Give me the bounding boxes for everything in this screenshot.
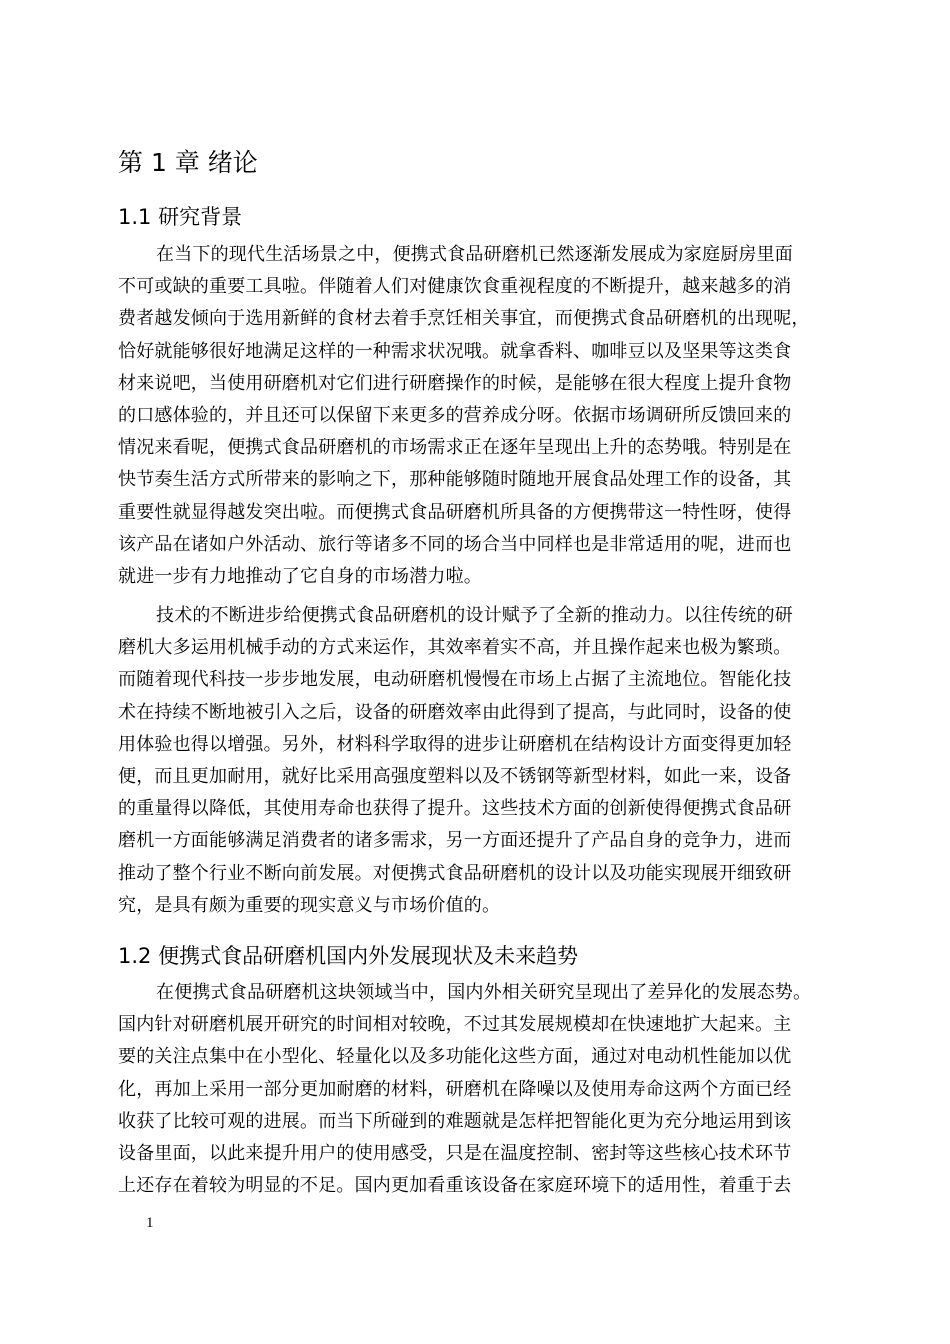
- text-line: 该产品在诸如户外活动、旅行等诸多不同的场合当中同样也是非常适用的呢，进而也: [118, 533, 792, 555]
- text-line: 在当下的现代生活场景之中，便携式食品研磨机已然逐渐发展成为家庭厨房里面: [156, 244, 793, 265]
- text-line: 不可或缺的重要工具啦。伴随着人们对健康饮食重视程度的不断提升，越来越多的消: [118, 276, 792, 298]
- text-line: 国内针对研磨机展开研究的时间相对较晚，不过其发展规模却在快速地扩大起来。主: [118, 1014, 792, 1036]
- text-line: 重要性就显得越发突出啦。而便携式食品研磨机所具备的方便携带这一特性呀，使得: [118, 501, 792, 523]
- text-line: 就进一步有力地推动了它自身的市场潜力啦。: [118, 565, 482, 587]
- text-line: 便，而且更加耐用，就好比采用高强度塑料以及不锈钢等新型材料，如此一来，设备: [118, 765, 792, 787]
- text-line: 情况来看呢，便携式食品研磨机的市场需求正在逐年呈现出上升的态势哦。特别是在: [118, 437, 792, 459]
- text-line: 而随着现代科技一步步地发展，电动研磨机慢慢在市场上占据了主流地位。智能化技: [118, 669, 792, 691]
- text-line: 化，再加上采用一部分更加耐磨的材料，研磨机在降噪以及使用寿命这两个方面已经: [118, 1078, 792, 1100]
- text-line: 的重量得以降低，其使用寿命也获得了提升。这些技术方面的创新使得便携式食品研: [118, 798, 792, 820]
- paragraph-development-status: [118, 977, 838, 1202]
- chapter-title: 第 1 章 绪论: [118, 148, 258, 177]
- paragraph-research-background-1: [118, 239, 838, 593]
- section-title-1-1: 1.1 研究背景: [118, 205, 243, 229]
- text-line: 在便携式食品研磨机这块领域当中，国内外相关研究呈现出了差异化的发展态势。: [156, 982, 812, 1003]
- text-line: 究，是具有颇为重要的现实意义与市场价值的。: [118, 894, 501, 916]
- text-line: 推动了整个行业不断向前发展。对便携式食品研磨机的设计以及功能实现展开细致研: [118, 862, 792, 884]
- text-line: 费者越发倾向于选用新鲜的食材去着手烹饪相关事宜，而便携式食品研磨机的出现呢，: [118, 308, 810, 330]
- text-line: 要的关注点集中在小型化、轻量化以及多功能化这些方面，通过对电动机性能加以优: [118, 1046, 792, 1068]
- text-line: 用体验也得以增强。另外，材料科学取得的进步让研磨机在结构设计方面变得更加轻: [118, 733, 792, 755]
- text-line: 设备里面，以此来提升用户的使用感受，只是在温度控制、密封等这些核心技术环节: [118, 1142, 792, 1164]
- text-line: 上还存在着较为明显的不足。国内更加看重该设备在家庭环境下的适用性，着重于去: [118, 1175, 792, 1197]
- text-line: 术在持续不断地被引入之后，设备的研磨效率由此得到了提高，与此同时，设备的使: [118, 701, 792, 723]
- text-line: 快节奏生活方式所带来的影响之下，那种能够随时随地开展食品处理工作的设备，其: [118, 469, 792, 491]
- text-line: 的口感体验的，并且还可以保留下来更多的营养成分呀。依据市场调研所反馈回来的: [118, 404, 792, 426]
- text-line: 磨机一方面能够满足消费者的诸多需求，另一方面还提升了产品自身的竞争力，进而: [118, 830, 792, 852]
- text-line: 收获了比较可观的进展。而当下所碰到的难题就是怎样把智能化更为充分地运用到该: [118, 1110, 792, 1132]
- paragraph-research-background-2: [118, 600, 838, 922]
- text-line: 磨机大多运用机械手动的方式来运作，其效率着实不高，并且操作起来也极为繁琐。: [118, 637, 792, 659]
- text-line: 材来说吧，当使用研磨机对它们进行研磨操作的时候，是能够在很大程度上提升食物: [118, 372, 792, 394]
- page-number: 1: [146, 1215, 154, 1231]
- text-line: 技术的不断进步给便携式食品研磨机的设计赋予了全新的推动力。以往传统的研: [156, 605, 793, 626]
- section-title-1-2: 1.2 便携式食品研磨机国内外发展现状及未来趋势: [118, 944, 579, 968]
- text-line: 恰好就能够很好地满足这样的一种需求状况哦。就拿香料、咖啡豆以及坚果等这类食: [118, 340, 792, 362]
